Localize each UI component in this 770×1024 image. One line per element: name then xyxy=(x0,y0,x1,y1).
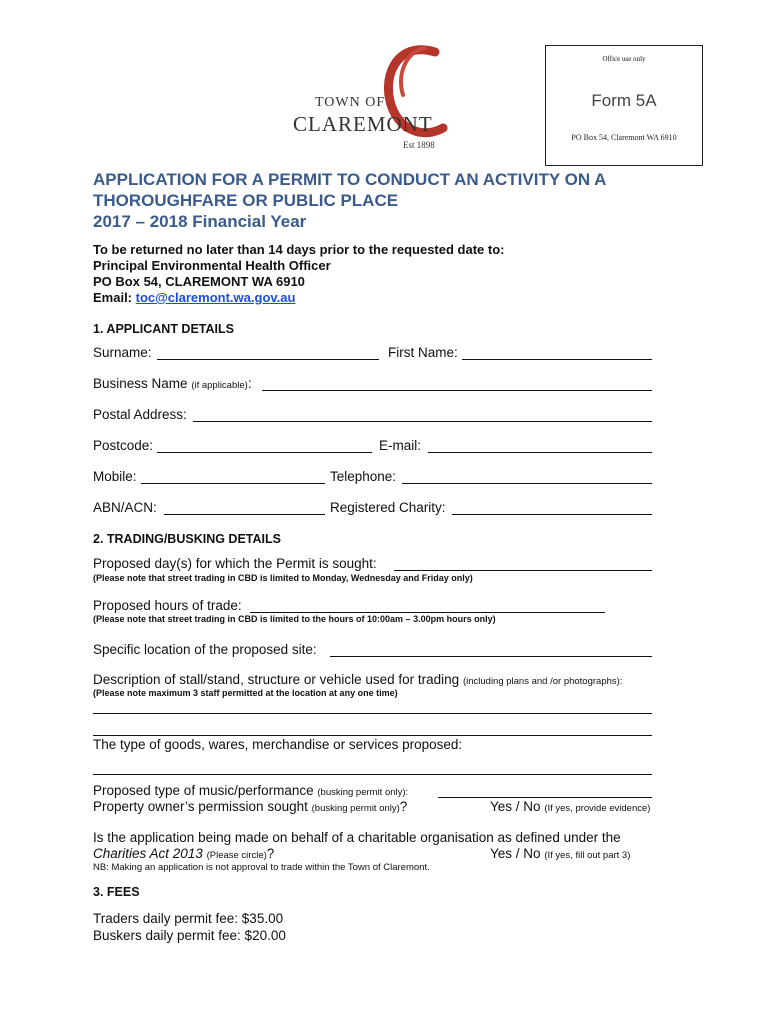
business-name-label xyxy=(93,376,252,391)
nb-note: NB: Making an application is not approval to trade within the Town of Claremont. xyxy=(93,862,430,873)
music-type-field[interactable] xyxy=(438,797,652,798)
owner-qmark: ? xyxy=(399,799,408,814)
office-po-box: PO Box 54, Claremont WA 6910 xyxy=(571,133,677,142)
stall-description-field-1[interactable] xyxy=(93,713,652,714)
stall-description-label xyxy=(93,672,622,687)
stall-description-text: Description of stall/stand, structure or vehicle used for trading xyxy=(93,672,460,687)
days-note: (Please note that street trading in CBD is limited to Monday, Wednesday and Friday only) xyxy=(93,573,473,583)
telephone-field[interactable] xyxy=(402,483,652,484)
first-name-label: First Name: xyxy=(388,345,458,360)
goods-type-field[interactable] xyxy=(93,774,652,775)
proposed-days-field[interactable] xyxy=(394,570,652,571)
proposed-hours-field[interactable] xyxy=(250,612,605,613)
email-label: Email: xyxy=(93,290,136,305)
return-deadline: To be returned no later than 14 days prior to the requested date to: xyxy=(93,242,505,257)
goods-type-label: The type of goods, wares, merchandise or services proposed: xyxy=(93,737,463,752)
postcode-label: Postcode: xyxy=(93,438,154,453)
telephone-label: Telephone: xyxy=(330,469,397,484)
section-3-heading: 3. FEES xyxy=(93,885,140,899)
owner-permission-yes-no[interactable] xyxy=(490,799,650,814)
postal-address-label: Postal Address: xyxy=(93,407,187,422)
email-field-label: E-mail: xyxy=(379,438,422,453)
business-name-text: Business Name xyxy=(93,376,188,391)
music-type-text: Proposed type of music/performance xyxy=(93,783,314,798)
charities-act-label xyxy=(93,846,274,861)
business-name-field[interactable] xyxy=(262,390,652,391)
charitable-yes-no-text: Yes / No xyxy=(490,846,541,861)
stall-description-field-2[interactable] xyxy=(93,735,652,736)
registered-charity-label: Registered Charity: xyxy=(330,500,446,515)
charitable-yes-no-note: (If yes, fill out part 3) xyxy=(544,850,631,861)
charities-qmark: ? xyxy=(266,846,275,861)
logo-town-of: TOWN OF xyxy=(315,95,386,110)
form-number: Form 5A xyxy=(591,91,657,110)
surname-field[interactable] xyxy=(157,359,379,360)
office-use-label: Office use only xyxy=(602,55,646,63)
mobile-field[interactable] xyxy=(141,483,325,484)
owner-yes-no-note: (If yes, provide evidence) xyxy=(544,803,651,814)
stall-description-small: (including plans and /or photographs): xyxy=(462,676,623,687)
business-name-note: (if applicable) xyxy=(191,380,248,391)
hours-note: (Please note that street trading in CBD is limited to the hours of 10:00am – 3.00pm hours only) xyxy=(93,614,496,624)
staff-note: (Please note maximum 3 staff permitted at the location at any one time) xyxy=(93,688,398,698)
title-line-2: THOROUGHFARE OR PUBLIC PLACE xyxy=(93,191,399,210)
owner-permission-small: (busking permit only) xyxy=(311,803,400,814)
business-colon: : xyxy=(247,376,252,391)
town-logo xyxy=(285,40,465,160)
proposed-hours-label: Proposed hours of trade: xyxy=(93,598,242,613)
email-link[interactable]: toc@claremont.wa.gov.au xyxy=(135,290,296,305)
owner-permission-label xyxy=(93,799,407,814)
registered-charity-field[interactable] xyxy=(452,514,652,515)
return-officer: Principal Environmental Health Officer xyxy=(93,258,331,273)
music-type-small: (busking permit only): xyxy=(317,787,409,798)
mobile-label: Mobile: xyxy=(93,469,137,484)
first-name-field[interactable] xyxy=(462,359,652,360)
music-type-label xyxy=(93,783,408,798)
proposed-days-label: Proposed day(s) for which the Permit is sought: xyxy=(93,556,377,571)
charities-act-small: (Please circle) xyxy=(206,850,267,861)
return-address: PO Box 54, CLAREMONT WA 6910 xyxy=(93,274,305,289)
owner-permission-text: Property owner’s permission sought xyxy=(93,799,308,814)
logo-name: CLAREMONT xyxy=(293,112,433,136)
title-line-1: APPLICATION FOR A PERMIT TO CONDUCT AN ACTIVITY ON A xyxy=(93,170,607,189)
email-field[interactable] xyxy=(428,452,652,453)
charitable-yes-no[interactable] xyxy=(490,846,630,861)
buskers-fee: Buskers daily permit fee: $20.00 xyxy=(93,928,286,943)
postcode-field[interactable] xyxy=(157,452,372,453)
surname-label: Surname: xyxy=(93,345,152,360)
section-2-heading: 2. TRADING/BUSKING DETAILS xyxy=(93,532,281,546)
abn-field[interactable] xyxy=(164,514,325,515)
site-location-field[interactable] xyxy=(330,656,652,657)
abn-label: ABN/ACN: xyxy=(93,500,157,515)
section-1-heading: 1. APPLICANT DETAILS xyxy=(93,322,234,336)
traders-fee: Traders daily permit fee: $35.00 xyxy=(93,911,284,926)
charitable-question: Is the application being made on behalf of a charitable organisation as defined under the xyxy=(93,830,621,845)
office-use-box xyxy=(545,45,703,166)
charities-act-text: Charities Act 2013 xyxy=(93,846,203,861)
owner-yes-no-text: Yes / No xyxy=(490,799,541,814)
postal-address-field[interactable] xyxy=(193,421,652,422)
site-location-label: Specific location of the proposed site: xyxy=(93,642,317,657)
return-email xyxy=(93,290,295,305)
title-financial-year: 2017 – 2018 Financial Year xyxy=(93,212,307,231)
logo-est: Est 1898 xyxy=(403,140,435,150)
